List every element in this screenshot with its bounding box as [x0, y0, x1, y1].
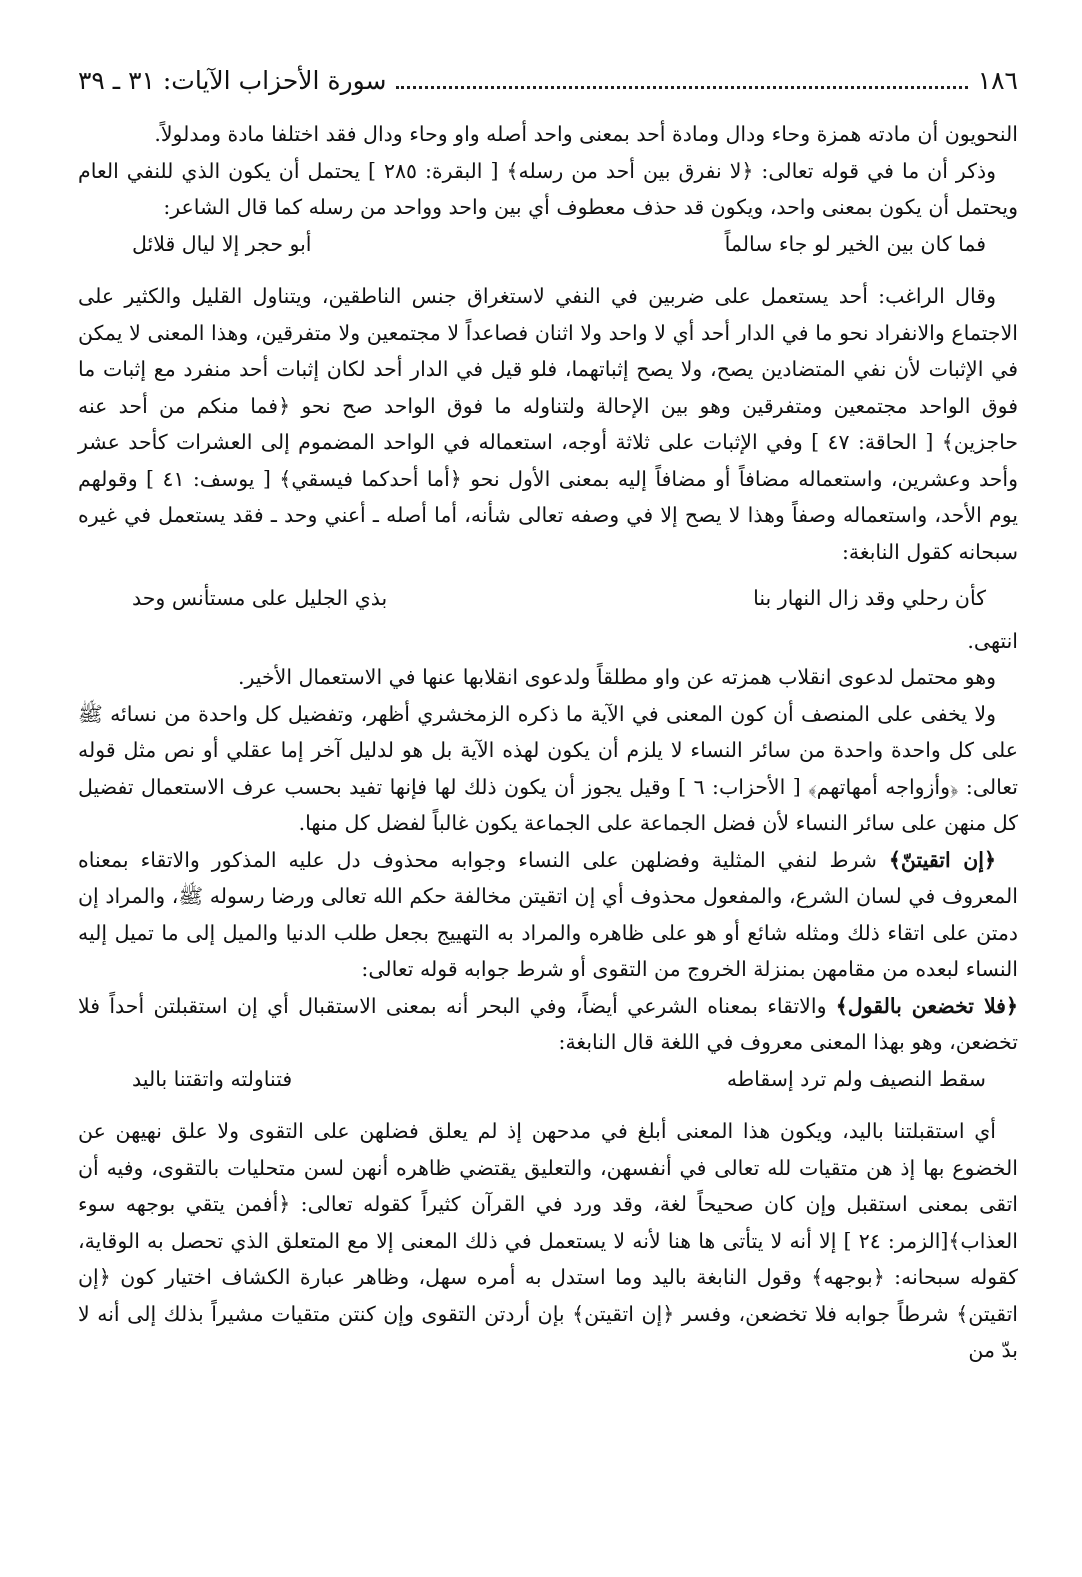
running-title: سورة الأحزاب الآيات: ٣١ ـ ٣٩	[78, 66, 387, 95]
paragraph-text: والاتقاء بمعناه الشرعي أيضاً، وفي البحر أنه بمعنى الاستقبال أي إن استقبلتن أحداً فلا تخضعن، وهو بهذا المعنى معروف في اللغة قال النابغة:	[78, 993, 1018, 1054]
page	[78, 66, 1018, 1369]
verse-second-hemistich: بذي الجليل على مستأنس وحد	[132, 586, 388, 610]
paragraph: وقال الراغب: أحد يستعمل على ضربين في النفي لاستغراق جنس الناطقين، ويتناول القليل والكثير على الاجتماع والانفراد نحو ما في الدار أحد أي لا واحد ولا اثنان فصاعداً لا مجتمعين ولا متفرقين، وهذا المعنى لا يمكن في الإثبات لأن نفي المتضادين يصح، ولا يصح إثباتهما، فلو قيل في الدار أحد لكان إثبات أحد منفرد مع إثبات ما فوق الواحد مجتمعين ومتفرقين وهو بين الإحالة ولتناوله ما فوق الواحد صح نحو ﴿فما منكم من أحد عنه حاجزين﴾ [ الحاقة: ٤٧ ] وفي الإثبات على ثلاثة أوجه، استعماله في الواحد المضموم إلى العشرات كأحد عشر وأحد وعشرين، واستعماله مضافاً أو مضافاً إليه بمعنى الأول نحو ﴿أما أحدكما فيسقي﴾ [ يوسف: ٤١ ] وقولهم يوم الأحد، واستعماله وصفاً وهذا لا يصح إلا في وصفه تعالى شأنه، أما أصله ـ أعني وحد ـ فقد يستعمل في غيره سبحانه كقول النابغة:	[78, 284, 1019, 564]
poetry-verse	[78, 226, 1018, 263]
paragraph: النحويون أن مادته همزة وحاء ودال ومادة أحد بمعنى واحد أصله واو وحاء ودال فقد اختلفا مادة ومدلولاً.	[154, 122, 1018, 146]
paragraph: وذكر أن ما في قوله تعالى: ﴿لا نفرق بين أحد من رسله﴾ [ البقرة: ٢٨٥ ] يحتمل أن يكون الذي للنفي العام ويحتمل أن يكون بمعنى واحد، ويكون قد حذف معطوف أي بين واحد وواحد من رسله كما قال الشاعر:	[78, 158, 1018, 219]
quran-quote: ﴿فلا تخضعن بالقول﴾	[835, 993, 1018, 1018]
paragraph	[78, 988, 1018, 1061]
paragraph-text: شرط لنفي المثلية وفضلهن على النساء وجوابه محذوف دل عليه المذكور والاتقاء بمعناه المعروف في لسان الشرع، والمفعول محذوف أي إن اتقيتن مخالفة حكم الله تعالى ورضا رسوله ﷺ، والمراد إن دمتن على اتقاء ذلك ومثله شائع أو هو على ظاهره والمراد به التهييج بجعل طلب الدنيا والميل إلى ما تميل إليه النساء لبعده من مقامهن بمنزلة الخروج من التقوى أو شرط جوابه قوله تعالى:	[78, 847, 1018, 981]
paragraph: انتهى.	[967, 628, 1018, 653]
paragraph: ولا يخفى على المنصف أن كون المعنى في الآية ما ذكره الزمخشري أظهر، وتفضيل كل واحدة من نسائه ﷺ على كل واحدة واحدة من سائر النساء لا يلزم أن يكون لهذه الآية بل هو لدليل آخر إما عقلي أو نص مثل قوله تعالى: ﴿وأزواجه أمهاتهم﴾ [ الأحزاب: ٦ ] وقيل يجوز أن يكون ذلك لها فإنها تفيد بحسب عرف الاستعمال تفضيل كل منهن على سائر النساء لأن فضل الجماعة على الجماعة يكون غالباً لفضل كل منها.	[78, 701, 1018, 835]
verse-first-hemistich: كأن رحلي وقد زال النهار بنا	[753, 586, 986, 610]
header-leader-dots	[396, 86, 967, 89]
paragraph: وهو محتمل لدعوى انقلاب همزته عن واو مطلقاً ولدعوى انقلابها عنها في الاستعمال الأخير.	[237, 665, 996, 689]
quran-quote: ﴿إن اتقيتنّ﴾	[888, 847, 996, 872]
poetry-verse	[78, 580, 1018, 617]
poetry-verse	[78, 1061, 1018, 1098]
paragraph	[78, 842, 1018, 988]
page-number: ١٨٦	[977, 66, 1018, 95]
verse-second-hemistich: فتناولته واتقتنا باليد	[132, 1066, 293, 1091]
paragraph: أي استقبلتنا باليد، ويكون هذا المعنى أبلغ في مدحهن إذ لم يعلق فضلهن على التقوى ولا علق نهيهن عن الخضوع بها إذ هن متقيات لله تعالى في أنفسهن، والتعليق يقتضي ظاهره أنهن لسن متحليات بالتقوى، وفيه أن اتقى بمعنى استقبل وإن كان صحيحاً لغة، وقد ورد في القرآن كثيراً كقوله تعالى: ﴿أفمن يتقي بوجهه سوء العذاب﴾[الزمر: ٢٤ ] إلا أنه لا يتأتى ها هنا لأنه لا يستعمل في ذلك المعنى إلا مع المتعلق الذي تحصل به الوقاية، كقوله سبحانه: ﴿بوجهه﴾ وقول النابغة باليد وما استدل به أمره سهل، وظاهر عبارة الكشاف اختيار كون ﴿إن اتقيتن﴾ شرطاً جوابه فلا تخضعن، وفسر ﴿إن اتقيتن﴾ بإن أردتن التقوى وإن كنتن متقيات مشيراً بذلك إلى أنه لا بدّ من	[78, 1119, 1018, 1362]
running-header	[78, 66, 1018, 106]
verse-second-hemistich: أبو حجر إلا ليال قلائل	[132, 231, 312, 256]
verse-first-hemistich: سقط النصيف ولم ترد إسقاطه	[726, 1066, 986, 1091]
verse-first-hemistich: فما كان بين الخير لو جاء سالماً	[724, 231, 986, 256]
